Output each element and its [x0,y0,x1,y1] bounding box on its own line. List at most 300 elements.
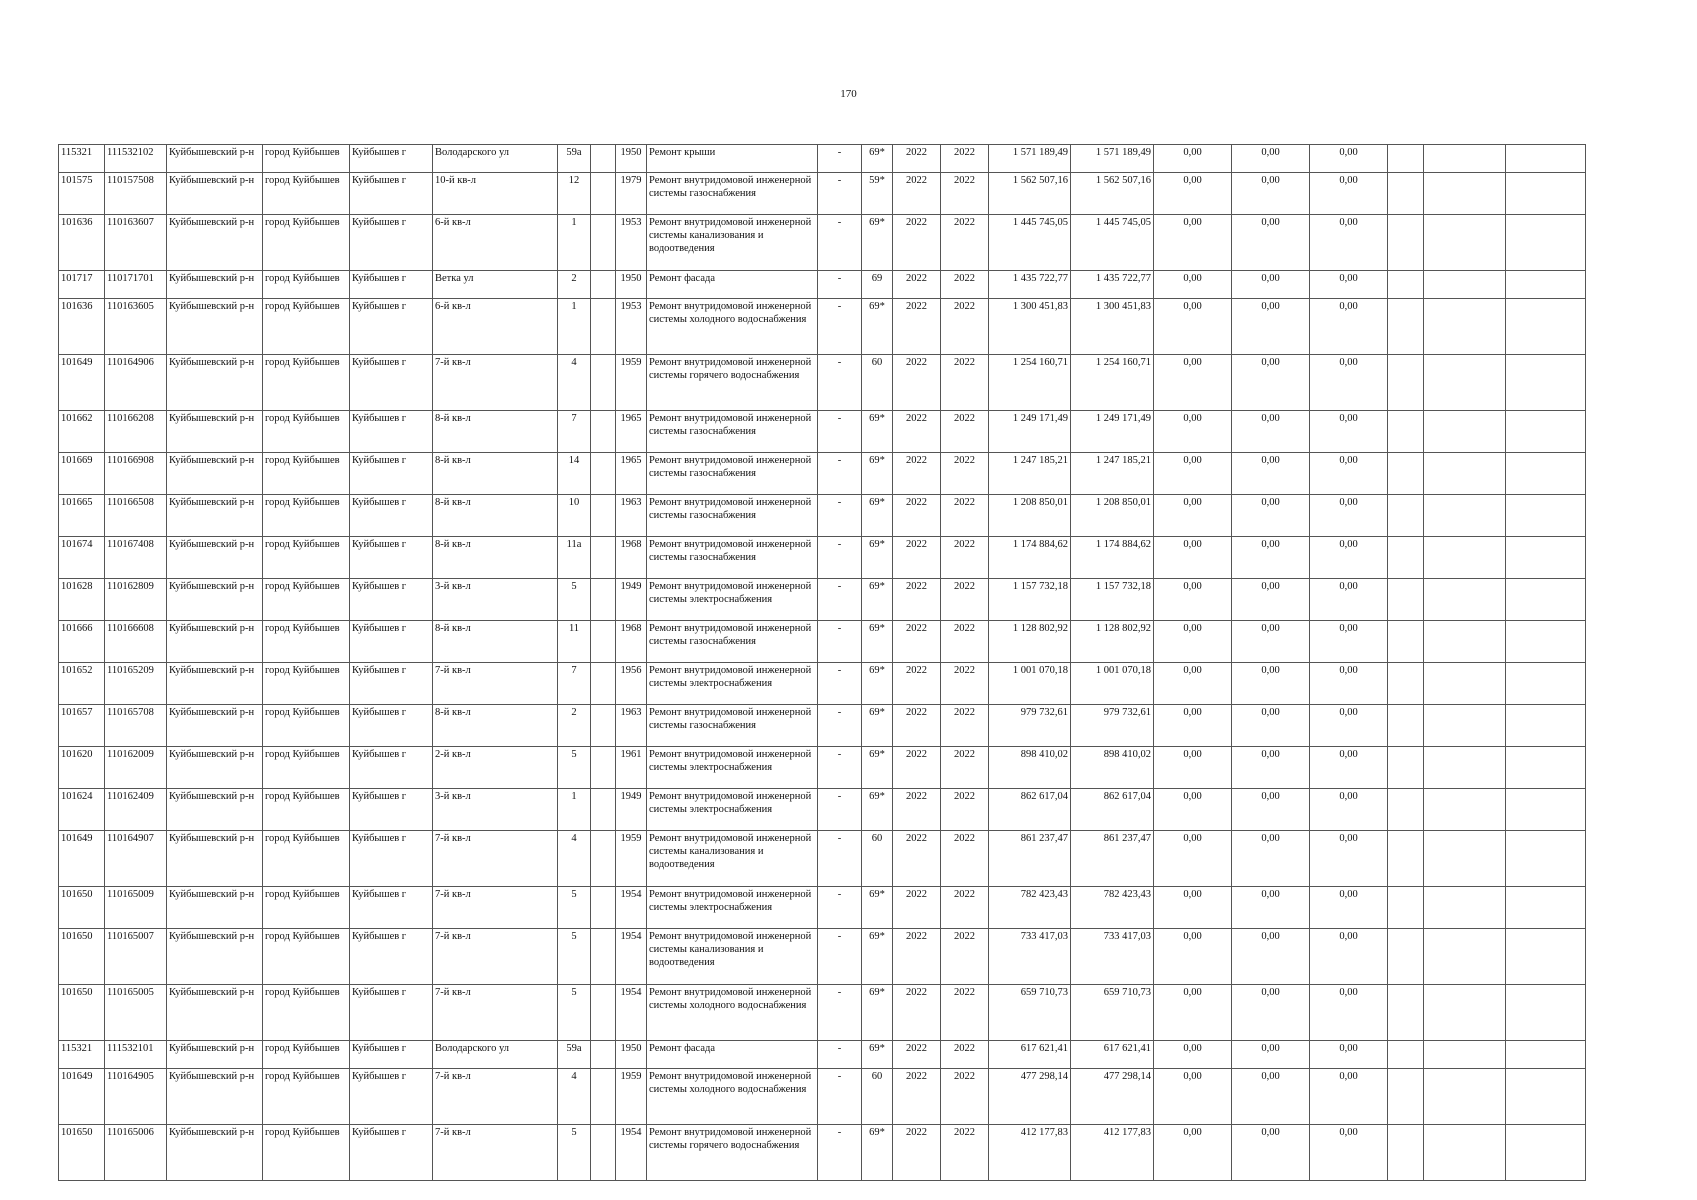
cell-municipality: город Куйбышев [263,579,350,621]
cell-cost-fund: 1 157 732,18 [1071,579,1154,621]
table-row [59,411,1586,453]
cell-value-3: 0,00 [1310,299,1388,355]
table-row [59,453,1586,495]
cell-year-start: 2022 [893,411,941,453]
cell-value-3: 0,00 [1310,215,1388,271]
cell-year-start: 2022 [893,621,941,663]
cell-value-1: 0,00 [1154,495,1232,537]
cell-district: Куйбышевский р-н [167,705,263,747]
cell-year-end: 2022 [941,453,989,495]
cell-value-3: 0,00 [1310,1125,1388,1181]
cell-dash: - [818,887,862,929]
cell-reg-number: 115321 [59,145,105,173]
cell-empty-3 [1506,663,1586,705]
cell-cost-total: 1 571 189,49 [989,145,1071,173]
cell-build-year: 1968 [616,537,647,579]
cell-city: Куйбышев г [350,621,433,663]
cell-city: Куйбышев г [350,215,433,271]
cell-dash: - [818,453,862,495]
table-row [59,537,1586,579]
cell-year-end: 2022 [941,831,989,887]
cell-corpus [591,173,616,215]
cell-street: 3-й кв-л [433,789,558,831]
cell-value-2: 0,00 [1232,215,1310,271]
cell-empty-1 [1388,985,1424,1041]
cell-city: Куйбышев г [350,537,433,579]
table-row [59,215,1586,271]
table-body [59,145,1586,1181]
cell-empty-2 [1424,1041,1506,1069]
cell-year-start: 2022 [893,271,941,299]
cell-corpus [591,831,616,887]
cell-house-number: 5 [558,1125,591,1181]
cell-empty-2 [1424,355,1506,411]
cell-year-start: 2022 [893,145,941,173]
cell-street: 8-й кв-л [433,495,558,537]
cell-empty-3 [1506,173,1586,215]
cell-city: Куйбышев г [350,1041,433,1069]
cell-corpus [591,215,616,271]
cell-district: Куйбышевский р-н [167,1041,263,1069]
cell-work-type: Ремонт внутридомовой инженерной системы электроснабжения [647,747,818,789]
cell-cost-fund: 979 732,61 [1071,705,1154,747]
cell-street: 8-й кв-л [433,621,558,663]
cell-street: 7-й кв-л [433,831,558,887]
cell-reg-number: 101652 [59,663,105,705]
cell-municipality: город Куйбышев [263,271,350,299]
cell-municipality: город Куйбышев [263,985,350,1041]
cell-value-2: 0,00 [1232,411,1310,453]
cell-value-1: 0,00 [1154,789,1232,831]
cell-street: 3-й кв-л [433,579,558,621]
cell-object-code: 110162009 [105,747,167,789]
cell-reg-number: 101649 [59,831,105,887]
cell-reg-number: 101665 [59,495,105,537]
page-number: 170 [840,88,857,100]
cell-empty-2 [1424,929,1506,985]
cell-empty-1 [1388,453,1424,495]
cell-value-2: 0,00 [1232,355,1310,411]
cell-district: Куйбышевский р-н [167,453,263,495]
cell-object-code: 111532102 [105,145,167,173]
cell-work-type: Ремонт внутридомовой инженерной системы газоснабжения [647,173,818,215]
cell-municipality: город Куйбышев [263,1125,350,1181]
cell-object-code: 110163605 [105,299,167,355]
cell-value-3: 0,00 [1310,495,1388,537]
cell-empty-3 [1506,1041,1586,1069]
cell-house-number: 5 [558,929,591,985]
cell-work-type: Ремонт внутридомовой инженерной системы электроснабжения [647,663,818,705]
cell-street: 2-й кв-л [433,747,558,789]
table-row [59,929,1586,985]
cell-wear: 69* [862,1125,893,1181]
cell-empty-3 [1506,929,1586,985]
cell-corpus [591,299,616,355]
cell-house-number: 11а [558,537,591,579]
cell-street: 7-й кв-л [433,1125,558,1181]
cell-value-1: 0,00 [1154,355,1232,411]
cell-value-3: 0,00 [1310,831,1388,887]
cell-city: Куйбышев г [350,831,433,887]
cell-year-start: 2022 [893,355,941,411]
cell-house-number: 12 [558,173,591,215]
cell-district: Куйбышевский р-н [167,579,263,621]
cell-year-end: 2022 [941,789,989,831]
cell-value-1: 0,00 [1154,887,1232,929]
cell-cost-total: 1 001 070,18 [989,663,1071,705]
cell-dash: - [818,985,862,1041]
cell-street: 7-й кв-л [433,929,558,985]
table-row [59,1041,1586,1069]
cell-wear: 69* [862,215,893,271]
cell-object-code: 110162409 [105,789,167,831]
cell-value-1: 0,00 [1154,747,1232,789]
cell-city: Куйбышев г [350,705,433,747]
cell-house-number: 5 [558,747,591,789]
cell-object-code: 111532101 [105,1041,167,1069]
cell-value-1: 0,00 [1154,453,1232,495]
cell-reg-number: 101650 [59,1125,105,1181]
cell-value-2: 0,00 [1232,621,1310,663]
cell-cost-fund: 1 208 850,01 [1071,495,1154,537]
cell-district: Куйбышевский р-н [167,789,263,831]
cell-corpus [591,929,616,985]
cell-empty-3 [1506,215,1586,271]
cell-year-end: 2022 [941,299,989,355]
cell-cost-fund: 1 128 802,92 [1071,621,1154,663]
table-row [59,985,1586,1041]
cell-street: Ветка ул [433,271,558,299]
cell-empty-1 [1388,215,1424,271]
cell-value-2: 0,00 [1232,495,1310,537]
cell-empty-3 [1506,705,1586,747]
cell-value-1: 0,00 [1154,831,1232,887]
cell-empty-2 [1424,789,1506,831]
cell-build-year: 1963 [616,705,647,747]
cell-value-3: 0,00 [1310,411,1388,453]
cell-year-start: 2022 [893,173,941,215]
cell-cost-fund: 862 617,04 [1071,789,1154,831]
cell-empty-1 [1388,411,1424,453]
cell-wear: 69* [862,537,893,579]
cell-corpus [591,705,616,747]
cell-work-type: Ремонт внутридомовой инженерной системы газоснабжения [647,621,818,663]
cell-year-start: 2022 [893,1041,941,1069]
cell-year-end: 2022 [941,355,989,411]
cell-reg-number: 101575 [59,173,105,215]
cell-wear: 69* [862,887,893,929]
cell-year-end: 2022 [941,1069,989,1125]
cell-wear: 69* [862,145,893,173]
cell-empty-1 [1388,579,1424,621]
cell-value-1: 0,00 [1154,621,1232,663]
cell-municipality: город Куйбышев [263,789,350,831]
cell-cost-total: 979 732,61 [989,705,1071,747]
cell-year-start: 2022 [893,887,941,929]
cell-empty-2 [1424,537,1506,579]
cell-cost-fund: 733 417,03 [1071,929,1154,985]
cell-district: Куйбышевский р-н [167,537,263,579]
cell-empty-1 [1388,145,1424,173]
cell-district: Куйбышевский р-н [167,747,263,789]
cell-empty-2 [1424,495,1506,537]
cell-value-1: 0,00 [1154,929,1232,985]
cell-empty-1 [1388,789,1424,831]
cell-work-type: Ремонт фасада [647,271,818,299]
cell-corpus [591,1125,616,1181]
cell-empty-1 [1388,705,1424,747]
cell-reg-number: 101636 [59,215,105,271]
cell-city: Куйбышев г [350,887,433,929]
cell-work-type: Ремонт внутридомовой инженерной системы газоснабжения [647,453,818,495]
cell-value-1: 0,00 [1154,705,1232,747]
table-row [59,789,1586,831]
cell-city: Куйбышев г [350,271,433,299]
cell-corpus [591,887,616,929]
cell-empty-3 [1506,831,1586,887]
cell-reg-number: 101669 [59,453,105,495]
cell-street: 8-й кв-л [433,705,558,747]
cell-value-2: 0,00 [1232,929,1310,985]
cell-year-end: 2022 [941,145,989,173]
cell-wear: 69* [862,579,893,621]
cell-build-year: 1959 [616,1069,647,1125]
cell-district: Куйбышевский р-н [167,985,263,1041]
cell-value-1: 0,00 [1154,145,1232,173]
cell-street: 7-й кв-л [433,355,558,411]
cell-cost-fund: 412 177,83 [1071,1125,1154,1181]
cell-reg-number: 101636 [59,299,105,355]
table-row [59,355,1586,411]
cell-empty-2 [1424,453,1506,495]
cell-empty-3 [1506,495,1586,537]
cell-cost-total: 1 300 451,83 [989,299,1071,355]
cell-value-1: 0,00 [1154,579,1232,621]
cell-corpus [591,663,616,705]
cell-cost-fund: 1 001 070,18 [1071,663,1154,705]
cell-work-type: Ремонт внутридомовой инженерной системы горячего водоснабжения [647,355,818,411]
cell-object-code: 110166908 [105,453,167,495]
cell-value-2: 0,00 [1232,173,1310,215]
cell-municipality: город Куйбышев [263,621,350,663]
cell-build-year: 1954 [616,1125,647,1181]
cell-value-2: 0,00 [1232,705,1310,747]
cell-empty-2 [1424,831,1506,887]
cell-dash: - [818,145,862,173]
cell-value-3: 0,00 [1310,621,1388,663]
cell-object-code: 110164907 [105,831,167,887]
cell-empty-1 [1388,1125,1424,1181]
cell-city: Куйбышев г [350,747,433,789]
cell-cost-fund: 1 562 507,16 [1071,173,1154,215]
cell-work-type: Ремонт внутридомовой инженерной системы газоснабжения [647,705,818,747]
cell-year-start: 2022 [893,1069,941,1125]
cell-municipality: город Куйбышев [263,145,350,173]
cell-dash: - [818,705,862,747]
cell-city: Куйбышев г [350,453,433,495]
cell-cost-total: 1 254 160,71 [989,355,1071,411]
cell-municipality: город Куйбышев [263,1041,350,1069]
cell-year-end: 2022 [941,1125,989,1181]
table-row [59,495,1586,537]
cell-municipality: город Куйбышев [263,453,350,495]
cell-year-end: 2022 [941,663,989,705]
cell-empty-3 [1506,355,1586,411]
cell-wear: 60 [862,1069,893,1125]
cell-city: Куйбышев г [350,1125,433,1181]
cell-object-code: 110165007 [105,929,167,985]
cell-municipality: город Куйбышев [263,495,350,537]
cell-year-end: 2022 [941,271,989,299]
cell-object-code: 110164906 [105,355,167,411]
cell-empty-2 [1424,299,1506,355]
cell-dash: - [818,1041,862,1069]
cell-build-year: 1949 [616,579,647,621]
cell-build-year: 1961 [616,747,647,789]
table-row [59,173,1586,215]
cell-corpus [591,145,616,173]
cell-work-type: Ремонт внутридомовой инженерной системы газоснабжения [647,495,818,537]
cell-value-1: 0,00 [1154,1125,1232,1181]
cell-house-number: 59а [558,1041,591,1069]
cell-value-3: 0,00 [1310,1041,1388,1069]
cell-empty-3 [1506,1069,1586,1125]
cell-empty-3 [1506,579,1586,621]
cell-cost-total: 412 177,83 [989,1125,1071,1181]
cell-wear: 69* [862,985,893,1041]
cell-empty-2 [1424,579,1506,621]
cell-dash: - [818,929,862,985]
cell-house-number: 5 [558,985,591,1041]
cell-dash: - [818,537,862,579]
cell-dash: - [818,355,862,411]
cell-cost-fund: 1 254 160,71 [1071,355,1154,411]
cell-dash: - [818,579,862,621]
cell-reg-number: 101628 [59,579,105,621]
cell-cost-fund: 1 435 722,77 [1071,271,1154,299]
cell-district: Куйбышевский р-н [167,621,263,663]
cell-year-end: 2022 [941,747,989,789]
cell-year-start: 2022 [893,985,941,1041]
cell-city: Куйбышев г [350,663,433,705]
cell-corpus [591,747,616,789]
cell-value-3: 0,00 [1310,537,1388,579]
cell-object-code: 110166208 [105,411,167,453]
cell-value-2: 0,00 [1232,789,1310,831]
cell-work-type: Ремонт внутридомовой инженерной системы газоснабжения [647,537,818,579]
cell-value-1: 0,00 [1154,173,1232,215]
cell-year-start: 2022 [893,453,941,495]
cell-cost-total: 1 249 171,49 [989,411,1071,453]
cell-value-1: 0,00 [1154,663,1232,705]
cell-house-number: 7 [558,663,591,705]
cell-value-3: 0,00 [1310,789,1388,831]
cell-value-2: 0,00 [1232,453,1310,495]
cell-district: Куйбышевский р-н [167,145,263,173]
cell-corpus [591,495,616,537]
cell-wear: 69* [862,495,893,537]
cell-district: Куйбышевский р-н [167,663,263,705]
cell-empty-3 [1506,271,1586,299]
cell-municipality: город Куйбышев [263,299,350,355]
cell-empty-1 [1388,271,1424,299]
cell-empty-3 [1506,985,1586,1041]
cell-municipality: город Куйбышев [263,355,350,411]
cell-reg-number: 101662 [59,411,105,453]
cell-empty-1 [1388,495,1424,537]
cell-cost-fund: 1 571 189,49 [1071,145,1154,173]
cell-empty-2 [1424,663,1506,705]
cell-street: 7-й кв-л [433,985,558,1041]
cell-cost-fund: 861 237,47 [1071,831,1154,887]
cell-municipality: город Куйбышев [263,411,350,453]
cell-district: Куйбышевский р-н [167,1125,263,1181]
cell-city: Куйбышев г [350,145,433,173]
cell-city: Куйбышев г [350,985,433,1041]
cell-reg-number: 101649 [59,1069,105,1125]
cell-value-3: 0,00 [1310,271,1388,299]
cell-street: 7-й кв-л [433,887,558,929]
cell-house-number: 4 [558,355,591,411]
cell-city: Куйбышев г [350,173,433,215]
cell-object-code: 110165005 [105,985,167,1041]
cell-empty-2 [1424,271,1506,299]
cell-year-end: 2022 [941,579,989,621]
cell-value-2: 0,00 [1232,537,1310,579]
table-row [59,621,1586,663]
cell-municipality: город Куйбышев [263,215,350,271]
cell-house-number: 5 [558,579,591,621]
cell-empty-3 [1506,621,1586,663]
cell-cost-total: 1 128 802,92 [989,621,1071,663]
cell-district: Куйбышевский р-н [167,929,263,985]
cell-house-number: 4 [558,831,591,887]
cell-cost-fund: 1 445 745,05 [1071,215,1154,271]
cell-wear: 60 [862,355,893,411]
cell-empty-3 [1506,887,1586,929]
cell-empty-2 [1424,887,1506,929]
cell-value-2: 0,00 [1232,747,1310,789]
cell-year-end: 2022 [941,173,989,215]
cell-empty-1 [1388,299,1424,355]
cell-value-1: 0,00 [1154,985,1232,1041]
cell-empty-1 [1388,355,1424,411]
cell-municipality: город Куйбышев [263,705,350,747]
cell-value-1: 0,00 [1154,215,1232,271]
cell-corpus [591,1041,616,1069]
cell-work-type: Ремонт внутридомовой инженерной системы холодного водоснабжения [647,1069,818,1125]
cell-cost-fund: 898 410,02 [1071,747,1154,789]
cell-value-2: 0,00 [1232,1041,1310,1069]
cell-empty-1 [1388,621,1424,663]
cell-object-code: 110166608 [105,621,167,663]
cell-empty-1 [1388,173,1424,215]
cell-year-start: 2022 [893,495,941,537]
cell-cost-total: 1 157 732,18 [989,579,1071,621]
cell-value-3: 0,00 [1310,929,1388,985]
cell-value-2: 0,00 [1232,887,1310,929]
cell-corpus [591,985,616,1041]
cell-empty-3 [1506,145,1586,173]
cell-corpus [591,453,616,495]
cell-year-start: 2022 [893,663,941,705]
cell-build-year: 1979 [616,173,647,215]
cell-empty-1 [1388,537,1424,579]
cell-district: Куйбышевский р-н [167,299,263,355]
cell-empty-1 [1388,747,1424,789]
repair-register-table [58,144,1586,1181]
cell-empty-2 [1424,215,1506,271]
